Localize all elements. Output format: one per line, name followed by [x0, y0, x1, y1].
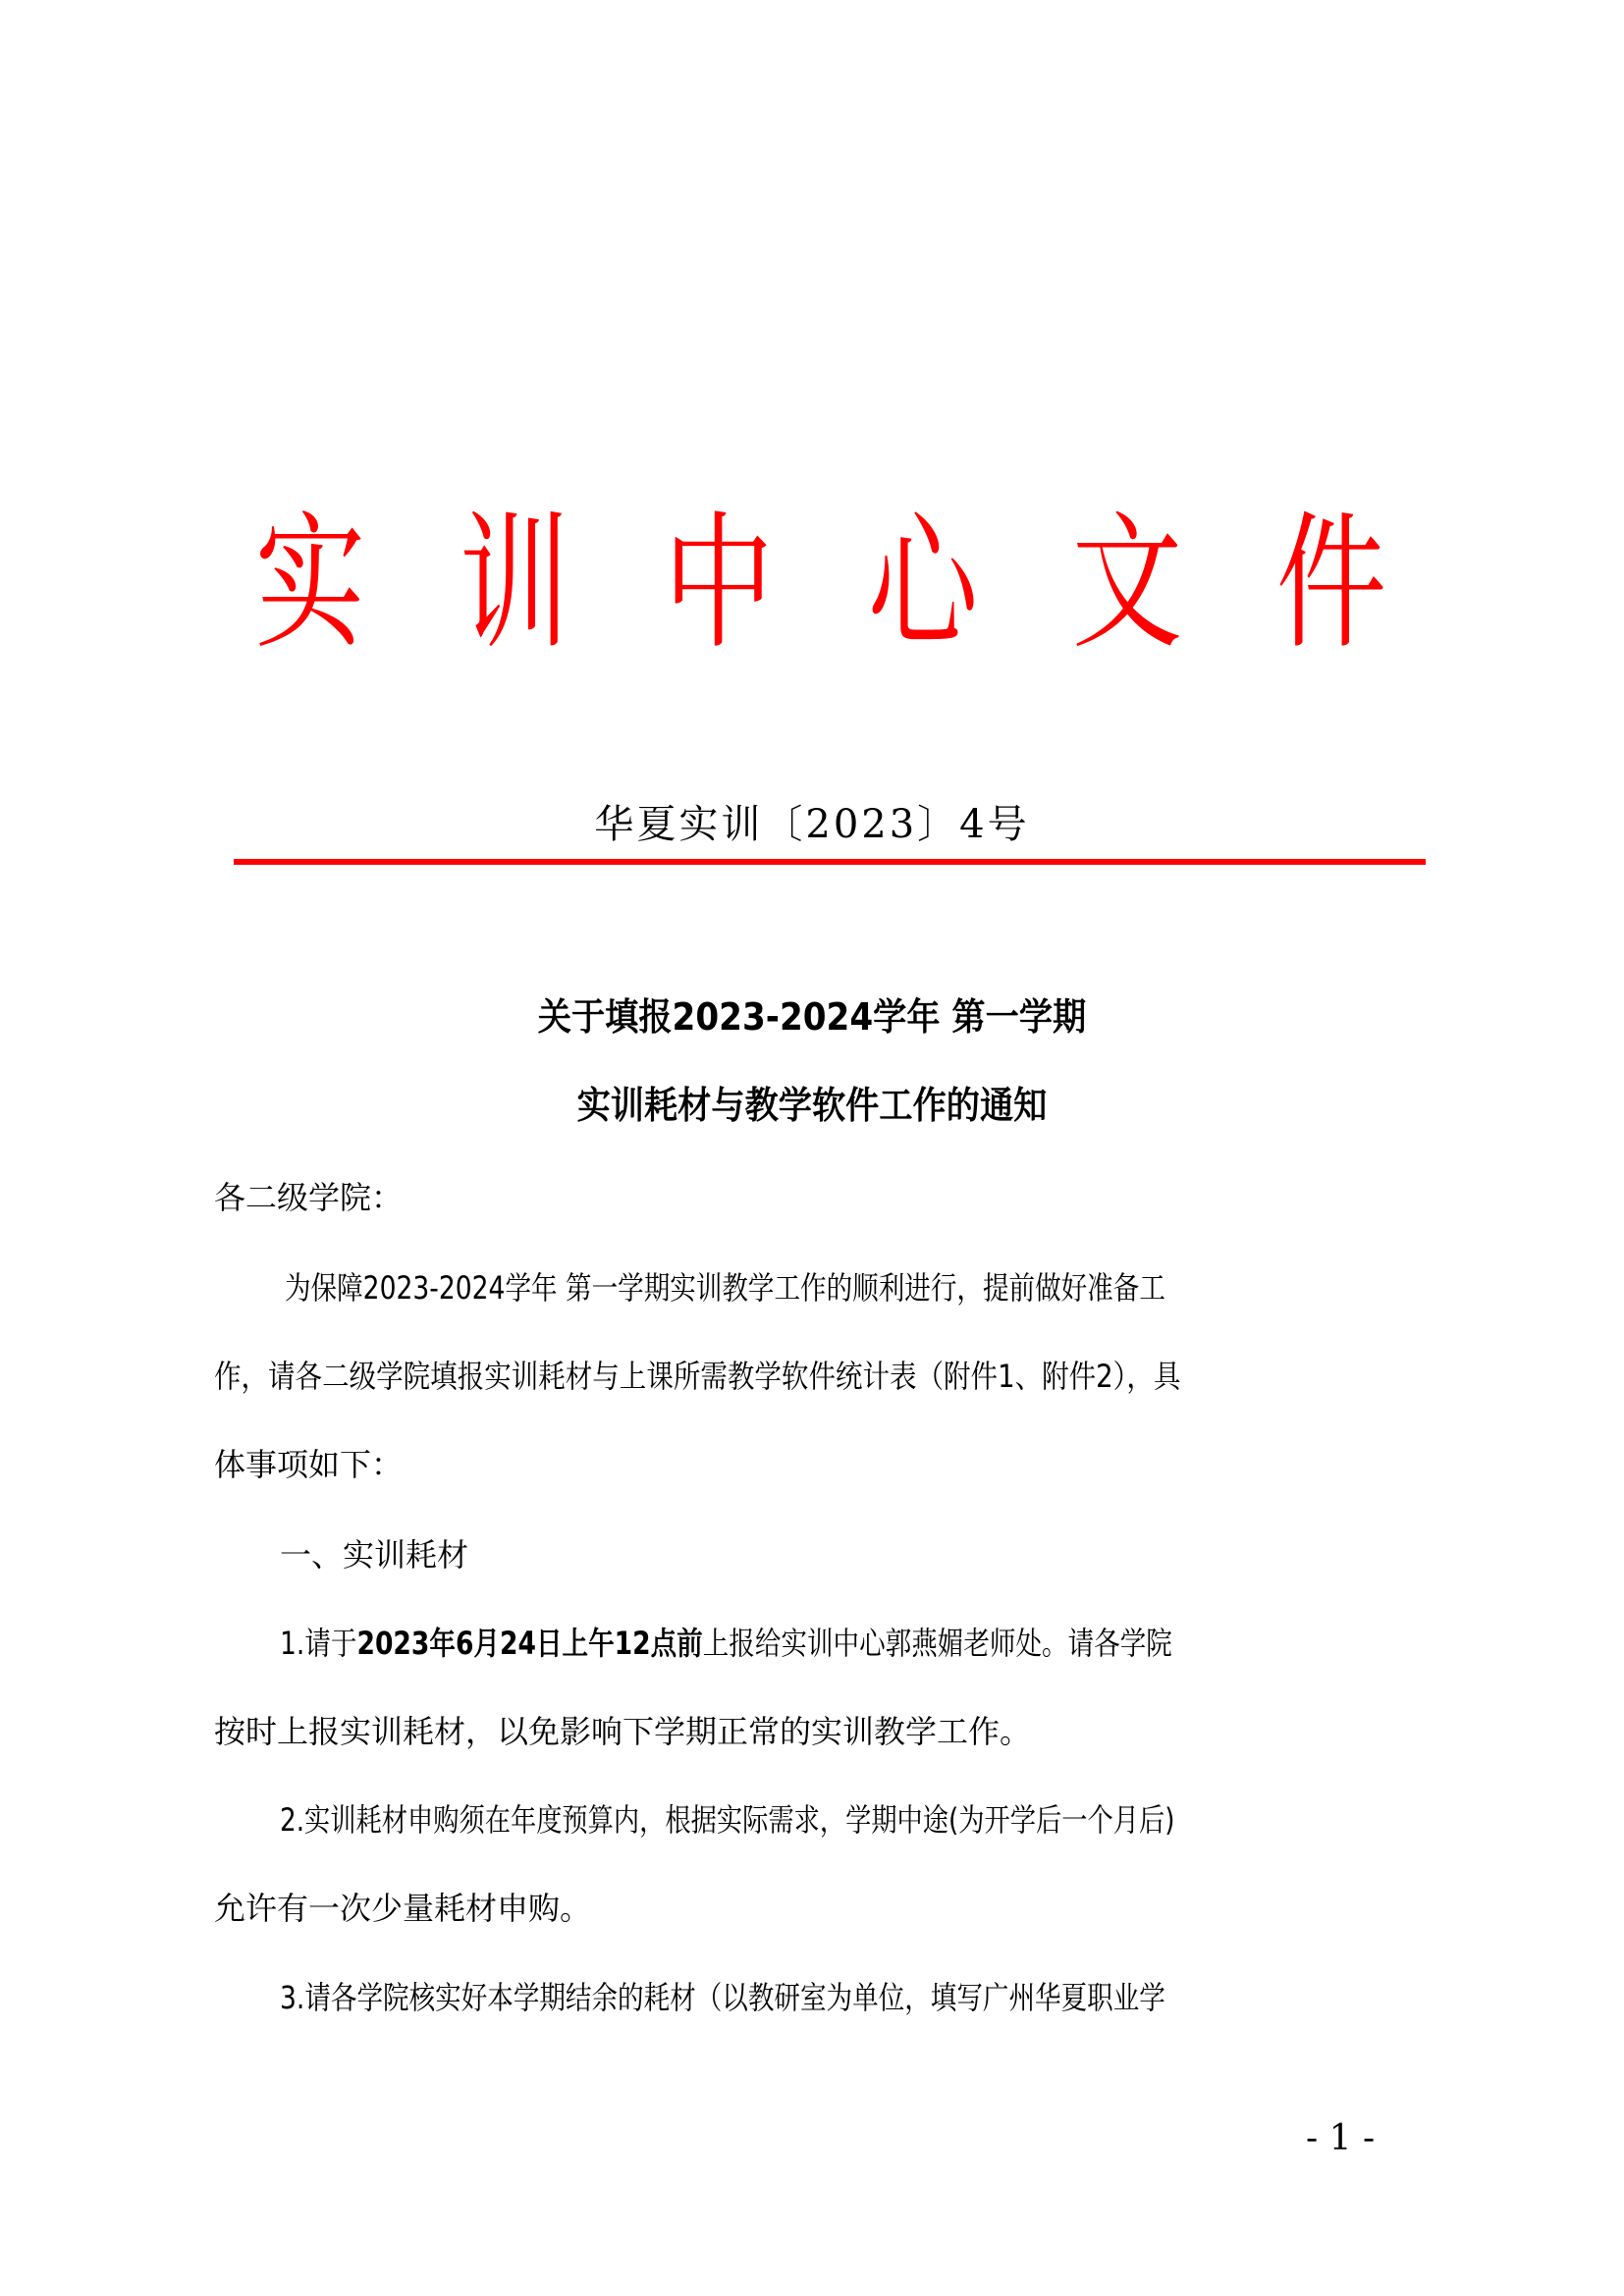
masthead-char: 心 [867, 499, 979, 669]
notice-title-line2: 实训耗材与教学软件工作的通知 [576, 1084, 1048, 1127]
masthead-char: 件 [1275, 499, 1387, 669]
salutation: 各二级学院： [214, 1179, 404, 1216]
intro-line3: 体事项如下： [214, 1446, 404, 1483]
masthead-char: 训 [459, 499, 570, 669]
deadline-text: 2023年6月24日上午12点前 [356, 1625, 703, 1662]
document-number: 华夏实训〔2023〕4号 [594, 802, 1030, 847]
item1-prefix: 1.请于 [280, 1625, 357, 1662]
notice-title-line1: 关于填报2023-2024学年 第一学期 [537, 995, 1087, 1039]
item2-line1: 2.实训耗材申购须在年度预算内，根据实际需求，学期中途(为开学后一个月后) [280, 1801, 1175, 1839]
section-heading: 一、实训耗材 [280, 1536, 469, 1574]
red-divider [234, 859, 1426, 865]
intro-line2: 作，请各二级学院填报实训耗材与上课所需教学软件统计表（附件1、附件2），具 [214, 1358, 1181, 1395]
item3-line1: 3.请各学院核实好本学期结余的耗材（以教研室为单位，填写广州华夏职业学 [280, 1979, 1165, 2016]
masthead-char: 实 [254, 499, 366, 669]
intro-line1: 为保障2023-2024学年 第一学期实训教学工作的顺利进行，提前做好准备工 [285, 1269, 1165, 1307]
masthead-char: 中 [663, 499, 775, 669]
masthead-char: 文 [1071, 499, 1183, 669]
item1-line2: 按时上报实训耗材，以免影响下学期正常的实训教学工作。 [214, 1713, 1032, 1750]
item1-suffix: 上报给实训中心郭燕媚老师处。请各学院 [702, 1625, 1172, 1662]
page-number: - 1 - [1306, 2118, 1376, 2159]
item1-line1 [280, 1622, 1274, 1665]
item2-line2: 允许有一次少量耗材申购。 [214, 1890, 592, 1927]
masthead-title [232, 501, 1410, 667]
